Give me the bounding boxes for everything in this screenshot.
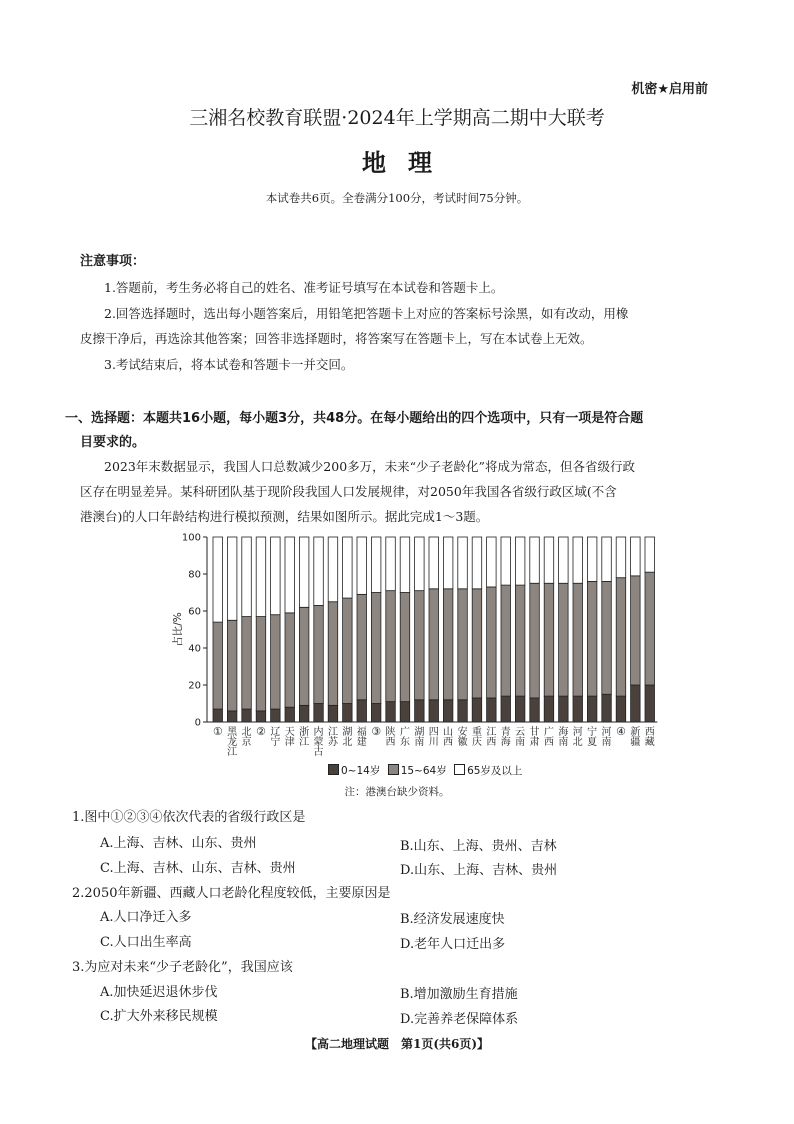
bar-segment-age-65-plus xyxy=(271,537,281,615)
x-tick-label: 黑龙江 xyxy=(227,727,238,758)
bar-segment-age-15-64 xyxy=(343,598,353,703)
bar-segment-age-15-64 xyxy=(213,622,223,709)
question-2-option-a[interactable]: A.人口净迁入多 xyxy=(100,910,192,925)
intro-line: 港澳台)的人口年龄结构进行模拟预测，结果如图所示。据此完成1～3题。 xyxy=(80,509,489,524)
bar-segment-age-15-64 xyxy=(544,583,554,696)
bar-segment-age-0-14 xyxy=(314,704,324,723)
x-tick-label: 辽宁 xyxy=(270,727,281,748)
bar-segment-age-65-plus xyxy=(400,537,410,593)
x-tick-label: 浙江 xyxy=(299,727,310,748)
bar-segment-age-15-64 xyxy=(328,602,338,706)
bar-segment-age-0-14 xyxy=(386,702,396,722)
y-tick-label: 60 xyxy=(188,606,201,618)
bar-segment-age-65-plus xyxy=(487,537,497,587)
bar-segment-age-15-64 xyxy=(400,593,410,702)
bar-segment-age-65-plus xyxy=(515,537,525,585)
bar-segment-age-0-14 xyxy=(616,696,626,722)
bar-segment-age-0-14 xyxy=(242,709,252,722)
notice-line: 皮擦干净后，再选涂其他答案；回答非选择题时，将答案写在答题卡上，写在本试卷上无效。 xyxy=(80,331,593,346)
notice-line: 1.答题前，考生务必将自己的姓名、准考证号填写在本试卷和答题卡上。 xyxy=(104,280,504,295)
bar-segment-age-15-64 xyxy=(587,581,597,696)
bar-segment-age-0-14 xyxy=(559,696,569,722)
bar-segment-age-65-plus xyxy=(429,537,439,589)
bar-segment-age-0-14 xyxy=(227,711,237,722)
legend-swatch xyxy=(328,764,339,775)
x-tick-label: 甘肃 xyxy=(529,727,540,748)
bar-segment-age-0-14 xyxy=(371,704,381,723)
x-tick-label: 海南 xyxy=(558,727,569,748)
bar-segment-age-65-plus xyxy=(631,537,641,576)
chart-note: 注：港澳台缺少资料。 xyxy=(344,786,450,798)
bar-segment-age-0-14 xyxy=(573,696,583,722)
y-tick-label: 0 xyxy=(194,717,201,729)
bar-segment-age-65-plus xyxy=(472,537,482,589)
bar-segment-age-0-14 xyxy=(271,709,281,722)
x-tick-label: 福建 xyxy=(356,727,367,748)
y-axis-label: 占比/% xyxy=(172,612,184,647)
bar-segment-age-0-14 xyxy=(328,705,338,722)
bar-segment-age-15-64 xyxy=(487,587,497,698)
bar-segment-age-15-64 xyxy=(530,583,540,698)
bar-segment-age-0-14 xyxy=(357,700,367,722)
question-3-option-a[interactable]: A.加快延迟退休步伐 xyxy=(100,985,218,1000)
section-heading-cont: 目要求的。 xyxy=(80,435,146,450)
bar-segment-age-15-64 xyxy=(429,589,439,700)
bar-segment-age-0-14 xyxy=(343,704,353,723)
intro-line: 2023年末数据显示，我国人口总数减少200多万，未来“少子老龄化”将成为常态，但各省级行政 xyxy=(104,459,635,474)
chart-legend xyxy=(328,763,526,778)
question-1-option-b[interactable]: B.山东、上海、贵州、吉林 xyxy=(400,839,557,854)
population-structure-chart xyxy=(165,525,655,760)
bar-segment-age-15-64 xyxy=(242,617,252,710)
question-1-stem: 1.图中①②③④依次代表的省级行政区是 xyxy=(72,810,306,825)
bar-segment-age-65-plus xyxy=(299,537,309,607)
confidential-mark: 机密★启用前 xyxy=(631,82,708,97)
x-tick-label: 西藏 xyxy=(644,727,655,748)
bar-segment-age-65-plus xyxy=(227,537,237,620)
legend-item-65-plus: 65岁及以上 xyxy=(454,765,522,777)
legend-swatch xyxy=(454,764,465,775)
bar-segment-age-15-64 xyxy=(559,583,569,696)
bar-segment-age-0-14 xyxy=(415,700,425,722)
bar-segment-age-65-plus xyxy=(602,537,612,581)
bar-segment-age-15-64 xyxy=(472,589,482,698)
x-tick-label: 广西 xyxy=(543,727,554,748)
x-tick-label: 河南 xyxy=(601,727,612,748)
bar-segment-age-65-plus xyxy=(386,537,396,591)
x-tick-label: 河北 xyxy=(572,727,583,748)
bar-segment-age-65-plus xyxy=(458,537,468,589)
bar-segment-age-0-14 xyxy=(544,696,554,722)
bar-segment-age-15-64 xyxy=(631,576,641,685)
bar-segment-age-0-14 xyxy=(213,709,223,722)
question-3-stem: 3.为应对未来“少子老龄化”，我国应该 xyxy=(72,960,293,975)
question-2-option-d[interactable]: D.老年人口迁出多 xyxy=(400,937,506,952)
x-tick-label: 广东 xyxy=(399,727,410,748)
bar-segment-age-15-64 xyxy=(371,593,381,704)
bar-segment-age-15-64 xyxy=(458,589,468,700)
bar-segment-age-65-plus xyxy=(616,537,626,578)
x-tick-label: ③ xyxy=(371,725,382,738)
bar-segment-age-0-14 xyxy=(501,696,511,722)
x-tick-label: 陕西 xyxy=(385,727,396,748)
question-1-option-d[interactable]: D.山东、上海、吉林、贵州 xyxy=(400,863,558,878)
bar-segment-age-15-64 xyxy=(616,578,626,696)
bar-segment-age-65-plus xyxy=(371,537,381,593)
exam-info: 本试卷共6页。全卷满分100分，考试时间75分钟。 xyxy=(265,191,529,205)
question-2-option-c[interactable]: C.人口出生率高 xyxy=(100,935,192,950)
x-tick-label: ② xyxy=(256,725,266,738)
bar-segment-age-15-64 xyxy=(386,591,396,702)
page-footer: 【高二地理试题 第1页(共6页)】 xyxy=(304,1037,490,1051)
bar-segment-age-15-64 xyxy=(645,572,655,685)
bar-segment-age-15-64 xyxy=(501,585,511,696)
bar-segment-age-0-14 xyxy=(299,705,309,722)
x-tick-label: 新疆 xyxy=(630,727,641,748)
bar-segment-age-0-14 xyxy=(631,685,641,722)
x-tick-label: 天津 xyxy=(284,727,295,748)
bar-segment-age-0-14 xyxy=(472,698,482,722)
bar-segment-age-65-plus xyxy=(573,537,583,583)
bar-segment-age-0-14 xyxy=(645,685,655,722)
bar-segment-age-0-14 xyxy=(429,700,439,722)
bar-segment-age-0-14 xyxy=(487,698,497,722)
x-tick-label: 青海 xyxy=(500,727,511,748)
x-tick-label: ④ xyxy=(616,725,626,738)
intro-line: 区存在明显差异。某科研团队基于现阶段我国人口发展规律，对2050年我国各省级行政区域(不含 xyxy=(80,484,617,499)
question-2-option-b[interactable]: B.经济发展速度快 xyxy=(400,912,505,927)
x-tick-label: 江苏 xyxy=(327,727,338,748)
bar-segment-age-65-plus xyxy=(501,537,511,585)
x-tick-label: 山西 xyxy=(443,727,454,748)
bar-segment-age-65-plus xyxy=(587,537,597,581)
bar-segment-age-65-plus xyxy=(559,537,569,583)
bar-segment-age-65-plus xyxy=(314,537,324,605)
x-tick-label: 宁夏 xyxy=(587,727,598,748)
y-tick-label: 100 xyxy=(181,532,201,544)
question-2-stem: 2.2050年新疆、西藏人口老龄化程度较低，主要原因是 xyxy=(72,886,391,901)
bar-segment-age-0-14 xyxy=(530,698,540,722)
notice-line: 2.回答选择题时，选出每小题答案后，用铅笔把答题卡上对应的答案标号涂黑，如有改动，用橡 xyxy=(104,306,629,321)
y-tick-label: 40 xyxy=(188,643,201,655)
question-1-option-a[interactable]: A.上海、吉林、山东、贵州 xyxy=(100,836,257,851)
bar-segment-age-65-plus xyxy=(328,537,338,602)
bar-segment-age-15-64 xyxy=(415,591,425,700)
x-tick-label: 云南 xyxy=(515,727,526,748)
bar-segment-age-65-plus xyxy=(357,537,367,594)
bar-segment-age-0-14 xyxy=(587,696,597,722)
bar-segment-age-65-plus xyxy=(242,537,252,617)
bar-segment-age-65-plus xyxy=(213,537,223,622)
x-tick-label: 湖南 xyxy=(414,727,425,748)
y-tick-label: 20 xyxy=(188,680,201,692)
bar-segment-age-0-14 xyxy=(256,711,266,722)
bar-segment-age-0-14 xyxy=(443,700,453,722)
x-tick-label: 北京 xyxy=(241,727,252,748)
legend-item-0-14: 0~14岁 xyxy=(328,765,380,777)
bar-segment-age-0-14 xyxy=(515,696,525,722)
legend-item-15-64: 15~64岁 xyxy=(388,765,447,777)
y-tick-label: 80 xyxy=(188,569,201,581)
question-3-option-c[interactable]: C.扩大外来移民规模 xyxy=(100,1009,218,1024)
bar-segment-age-0-14 xyxy=(458,700,468,722)
x-tick-label: 湖北 xyxy=(342,727,353,748)
bar-segment-age-15-64 xyxy=(314,605,324,703)
x-tick-label: 江西 xyxy=(486,727,497,748)
bar-segment-age-65-plus xyxy=(645,537,655,572)
bar-segment-age-65-plus xyxy=(256,537,266,617)
bar-segment-age-15-64 xyxy=(285,613,295,707)
bar-segment-age-65-plus xyxy=(544,537,554,583)
legend-swatch xyxy=(388,764,399,775)
bar-segment-age-15-64 xyxy=(227,620,237,711)
bar-segment-age-15-64 xyxy=(443,589,453,700)
bar-segment-age-65-plus xyxy=(530,537,540,583)
bar-segment-age-65-plus xyxy=(285,537,295,613)
notice-heading: 注意事项： xyxy=(80,254,146,269)
bar-segment-age-15-64 xyxy=(573,583,583,696)
bar-segment-age-15-64 xyxy=(256,617,266,711)
bar-segment-age-65-plus xyxy=(343,537,353,598)
question-3-option-d[interactable]: D.完善养老保障体系 xyxy=(400,1012,519,1027)
bar-segment-age-65-plus xyxy=(415,537,425,591)
bar-segment-age-0-14 xyxy=(400,702,410,722)
question-1-option-c[interactable]: C.上海、吉林、山东、吉林、贵州 xyxy=(100,861,296,876)
x-tick-label: ① xyxy=(212,725,223,738)
bar-segment-age-15-64 xyxy=(271,615,281,709)
x-tick-label: 内蒙古 xyxy=(313,727,324,758)
x-tick-label: 重庆 xyxy=(471,727,482,748)
bar-segment-age-0-14 xyxy=(285,707,295,722)
bar-segment-age-15-64 xyxy=(602,581,612,694)
bar-segment-age-0-14 xyxy=(602,694,612,722)
bar-segment-age-15-64 xyxy=(515,585,525,696)
exam-title: 三湘名校教育联盟·2024年上学期高二期中大联考 xyxy=(189,107,605,129)
x-tick-label: 安徽 xyxy=(457,727,468,748)
x-tick-label: 四川 xyxy=(428,727,439,748)
section-heading: 一、选择题：本题共16小题，每小题3分，共48分。在每小题给出的四个选项中，只有一项是符合题 xyxy=(65,411,644,426)
bar-segment-age-15-64 xyxy=(299,607,309,705)
bar-segment-age-15-64 xyxy=(357,594,367,699)
notice-line: 3.考试结束后，将本试卷和答题卡一并交回。 xyxy=(104,357,354,372)
subject-title: 地理 xyxy=(362,148,454,177)
question-3-option-b[interactable]: B.增加激励生育措施 xyxy=(400,987,518,1002)
bar-segment-age-65-plus xyxy=(443,537,453,589)
